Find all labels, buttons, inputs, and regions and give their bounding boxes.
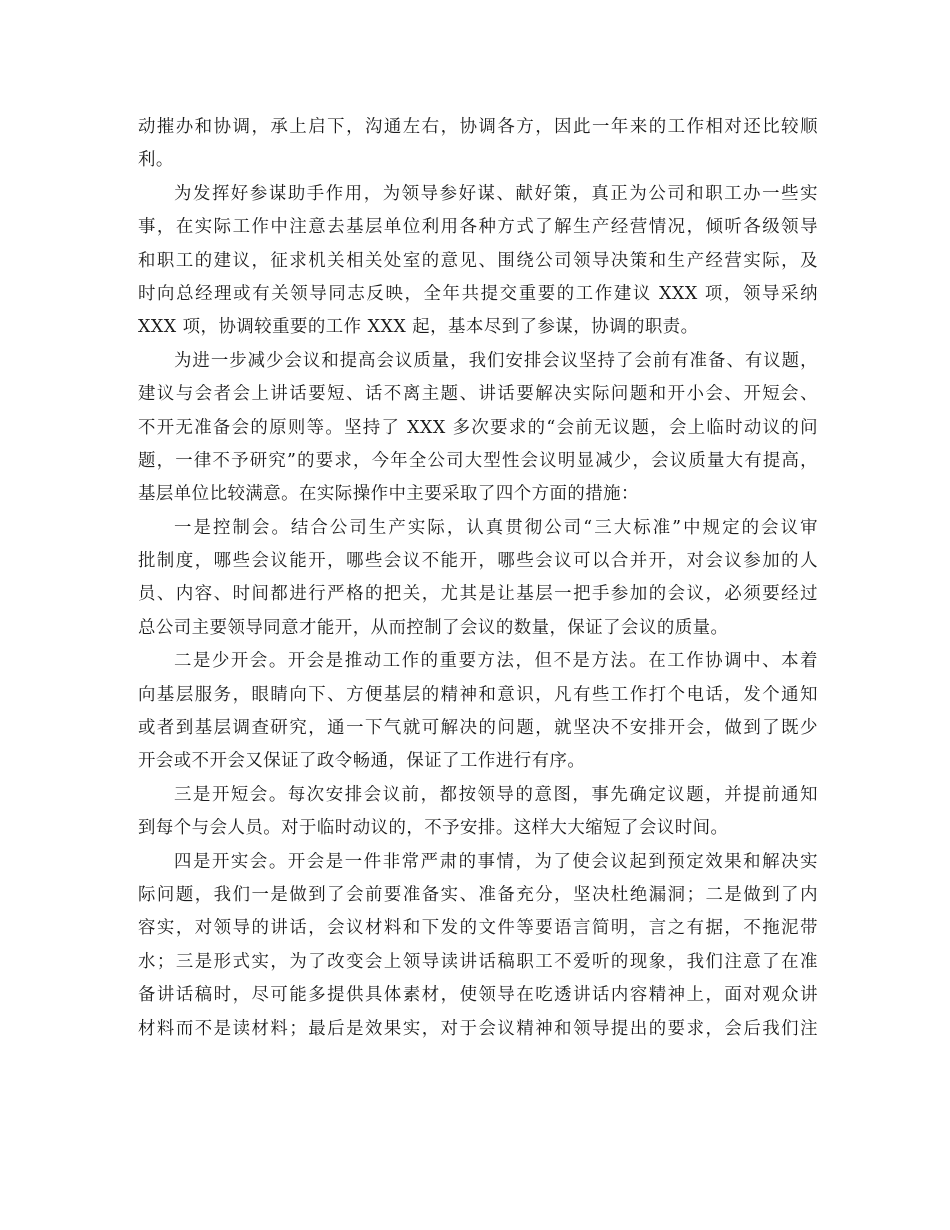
text-line: 时向总经理或有关领导同志反映，全年共提交重要的工作建议 XXX 项，领导采纳 [138,283,818,304]
text-line: XXX 项，协调较重要的工作 XXX 起，基本尽到了参谋，协调的职责。 [138,317,699,338]
text-line: 建议与会者会上讲话要短、话不离主题、讲话要解决实际问题和开小会、开短会、 [138,384,818,405]
text-line: 不开无准备会的原则等。坚持了 XXX 多次要求的“会前无议题，会上临时动议的问 [138,417,818,438]
text-line: 开会或不开会又保证了政令畅通，保证了工作进行有序。 [138,751,586,772]
text-line: 员、内容、时间都进行严格的把关，尤其是让基层一把手参加的会议，必须要经过 [138,584,818,605]
text-line: 际问题，我们一是做到了会前要准备实、准备充分，坚决杜绝漏洞；二是做到了内 [138,884,818,905]
text-line: 动摧办和协调，承上启下，沟通左右，协调各方，因此一年来的工作相对还比较顺 [138,117,818,137]
text-line: 事，在实际工作中注意去基层单位利用各种方式了解生产经营情况，倾听各级领导 [138,217,818,238]
text-line: 基层单位比较满意。在实际操作中主要采取了四个方面的措施： [138,484,639,505]
text-line: 批制度，哪些会议能开，哪些会议不能开，哪些会议可以合并开，对会议参加的人 [138,551,818,572]
text-line: 容实，对领导的讲话，会议材料和下发的文件等要语言简明，言之有据，不拖泥带 [138,918,818,939]
text-line: 和职工的建议，征求机关相关处室的意见、围绕公司领导决策和生产经营实际，及 [138,250,818,271]
text-line: 向基层服务，眼睛向下、方便基层的精神和意识，凡有些工作打个电话，发个通知 [138,684,818,705]
text-line: 题，一律不予研究”的要求，今年全公司大型性会议明显减少，会议质量大有提高， [138,450,818,471]
text-line: 到每个与会人员。对于临时动议的，不予安排。这样大大缩短了会议时间。 [138,818,729,839]
text-line: 利。 [138,150,174,171]
paragraph-first-line: 为发挥好参谋助手作用，为领导参好谋、献好策，真正为公司和职工办一些实 [174,183,818,204]
paragraph-first-line: 为进一步减少会议和提高会议质量，我们安排会议坚持了会前有准备、有议题， [174,350,818,371]
document-body [138,111,818,1046]
paragraph-first-line: 四是开实会。开会是一件非常严肃的事情，为了使会议起到预定效果和解决实 [174,851,818,872]
text-line: 总公司主要领导同意才能开，从而控制了会议的数量，保证了会议的质量。 [138,617,729,638]
text-line: 或者到基层调查研究，通一下气就可解决的问题，就坚决不安排开会，做到了既少 [138,718,818,739]
text-line: 材料而不是读材料；最后是效果实，对于会议精神和领导提出的要求，会后我们注 [138,1018,818,1039]
text-line: 水；三是形式实，为了改变会上领导读讲话稿职工不爱听的现象，我们注意了在准 [138,951,818,972]
paragraph-first-line: 一是控制会。结合公司生产实际，认真贯彻公司“三大标准”中规定的会议审 [174,517,818,538]
paragraph-first-line: 二是少开会。开会是推动工作的重要方法，但不是方法。在工作协调中、本着 [174,651,818,672]
text-line: 备讲话稿时，尽可能多提供具体素材，使领导在吃透讲话内容精神上，面对观众讲 [138,985,818,1006]
paragraph-first-line: 三是开短会。每次安排会议前，都按领导的意图，事先确定议题，并提前通知 [174,784,818,805]
